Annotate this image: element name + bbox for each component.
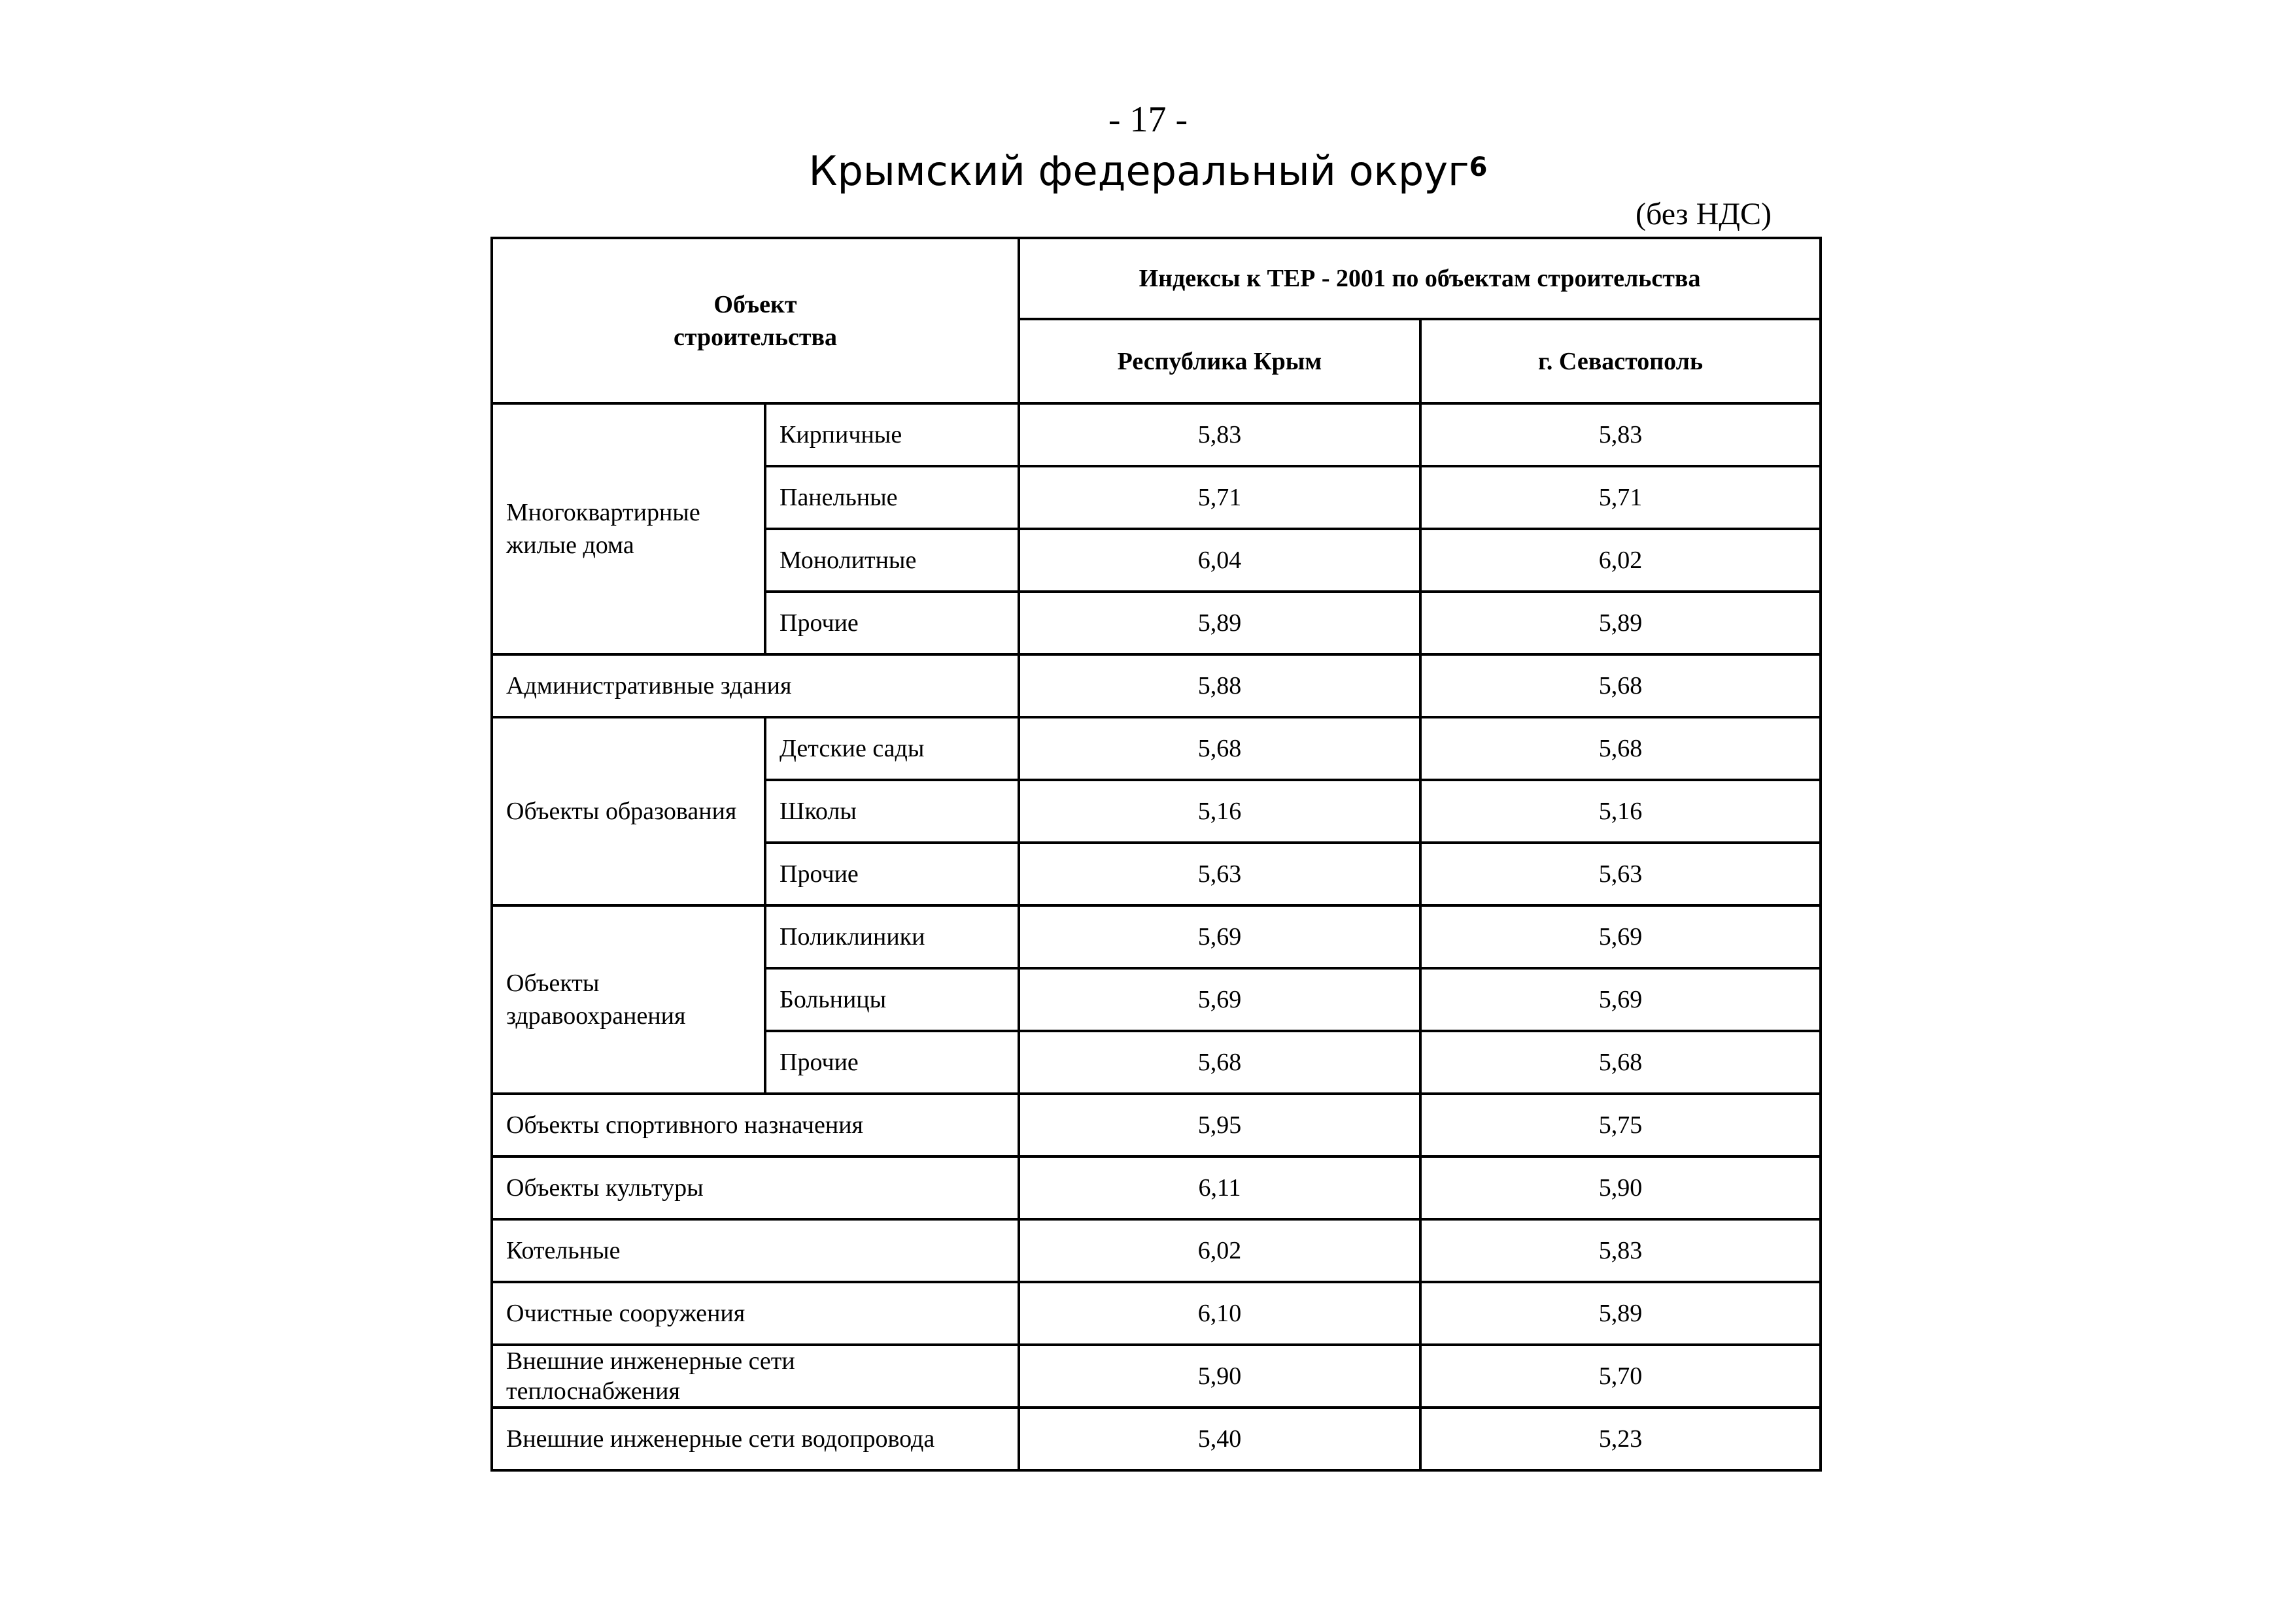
row-label: Поликлиники [765,905,1019,968]
footnote-mark: 6 [1469,152,1488,182]
row-label: Котельные [492,1219,1019,1282]
page-title [0,145,2296,197]
value-crimea: 5,16 [1019,780,1420,843]
row-label: Административные здания [492,654,1019,717]
row-label: Школы [765,780,1019,843]
value-crimea: 6,11 [1019,1156,1420,1219]
construction-index-table [490,237,1822,1472]
value-sevastopol: 5,90 [1420,1156,1821,1219]
value-crimea: 5,71 [1019,466,1420,529]
value-crimea: 5,83 [1019,403,1420,466]
value-sevastopol: 5,16 [1420,780,1821,843]
table-row [492,1094,1821,1156]
value-sevastopol: 5,70 [1420,1345,1821,1408]
row-label: Внешние инженерные сети теплоснабжения [492,1345,1019,1408]
value-sevastopol: 5,68 [1420,654,1821,717]
value-crimea: 6,02 [1019,1219,1420,1282]
page-title-text: Крымский федеральный округ [808,147,1469,195]
row-label: Кирпичные [765,403,1019,466]
table-row [492,403,1821,466]
row-label: Монолитные [765,529,1019,592]
value-crimea: 5,69 [1019,968,1420,1031]
header-crimea: Республика Крым [1019,319,1420,403]
value-crimea: 5,69 [1019,905,1420,968]
value-sevastopol: 5,68 [1420,1031,1821,1094]
value-sevastopol: 5,75 [1420,1094,1821,1156]
row-label: Прочие [765,592,1019,654]
table-row [492,1156,1821,1219]
group-label: Объекты образования [492,717,765,905]
header-object: Объект строительства [492,238,1019,403]
value-sevastopol: 5,89 [1420,1282,1821,1345]
row-label: Объекты спортивного назначения [492,1094,1019,1156]
row-label: Очистные сооружения [492,1282,1019,1345]
row-label: Объекты культуры [492,1156,1019,1219]
value-sevastopol: 5,69 [1420,968,1821,1031]
value-sevastopol: 5,83 [1420,403,1821,466]
value-sevastopol: 5,68 [1420,717,1821,780]
page-number: - 17 - [1108,99,1188,140]
row-label: Детские сады [765,717,1019,780]
row-label: Прочие [765,843,1019,905]
table-row [492,905,1821,968]
value-sevastopol: 5,89 [1420,592,1821,654]
row-label: Внешние инженерные сети водопровода [492,1408,1019,1470]
row-label: Панельные [765,466,1019,529]
group-label: Многоквартирные жилые дома [492,403,765,654]
value-crimea: 5,68 [1019,717,1420,780]
value-crimea: 5,95 [1019,1094,1420,1156]
value-crimea: 5,40 [1019,1408,1420,1470]
group-label: Объекты здравоохранения [492,905,765,1094]
row-label: Прочие [765,1031,1019,1094]
table-header-row [492,238,1821,319]
table-row [492,1345,1821,1408]
value-crimea: 6,10 [1019,1282,1420,1345]
value-sevastopol: 5,71 [1420,466,1821,529]
row-label: Больницы [765,968,1019,1031]
table-row [492,654,1821,717]
value-sevastopol: 5,63 [1420,843,1821,905]
value-crimea: 5,63 [1019,843,1420,905]
table-row [492,1408,1821,1470]
value-sevastopol: 5,23 [1420,1408,1821,1470]
value-crimea: 5,88 [1019,654,1420,717]
header-sevastopol: г. Севастополь [1420,319,1821,403]
tax-note: (без НДС) [1635,197,1772,231]
value-crimea: 5,68 [1019,1031,1420,1094]
value-crimea: 5,89 [1019,592,1420,654]
value-sevastopol: 5,83 [1420,1219,1821,1282]
value-sevastopol: 5,69 [1420,905,1821,968]
header-indices: Индексы к ТЕР - 2001 по объектам строительства [1019,238,1821,319]
value-crimea: 5,90 [1019,1345,1420,1408]
value-sevastopol: 6,02 [1420,529,1821,592]
value-crimea: 6,04 [1019,529,1420,592]
table-row [492,1282,1821,1345]
table-row [492,1219,1821,1282]
table-row [492,717,1821,780]
